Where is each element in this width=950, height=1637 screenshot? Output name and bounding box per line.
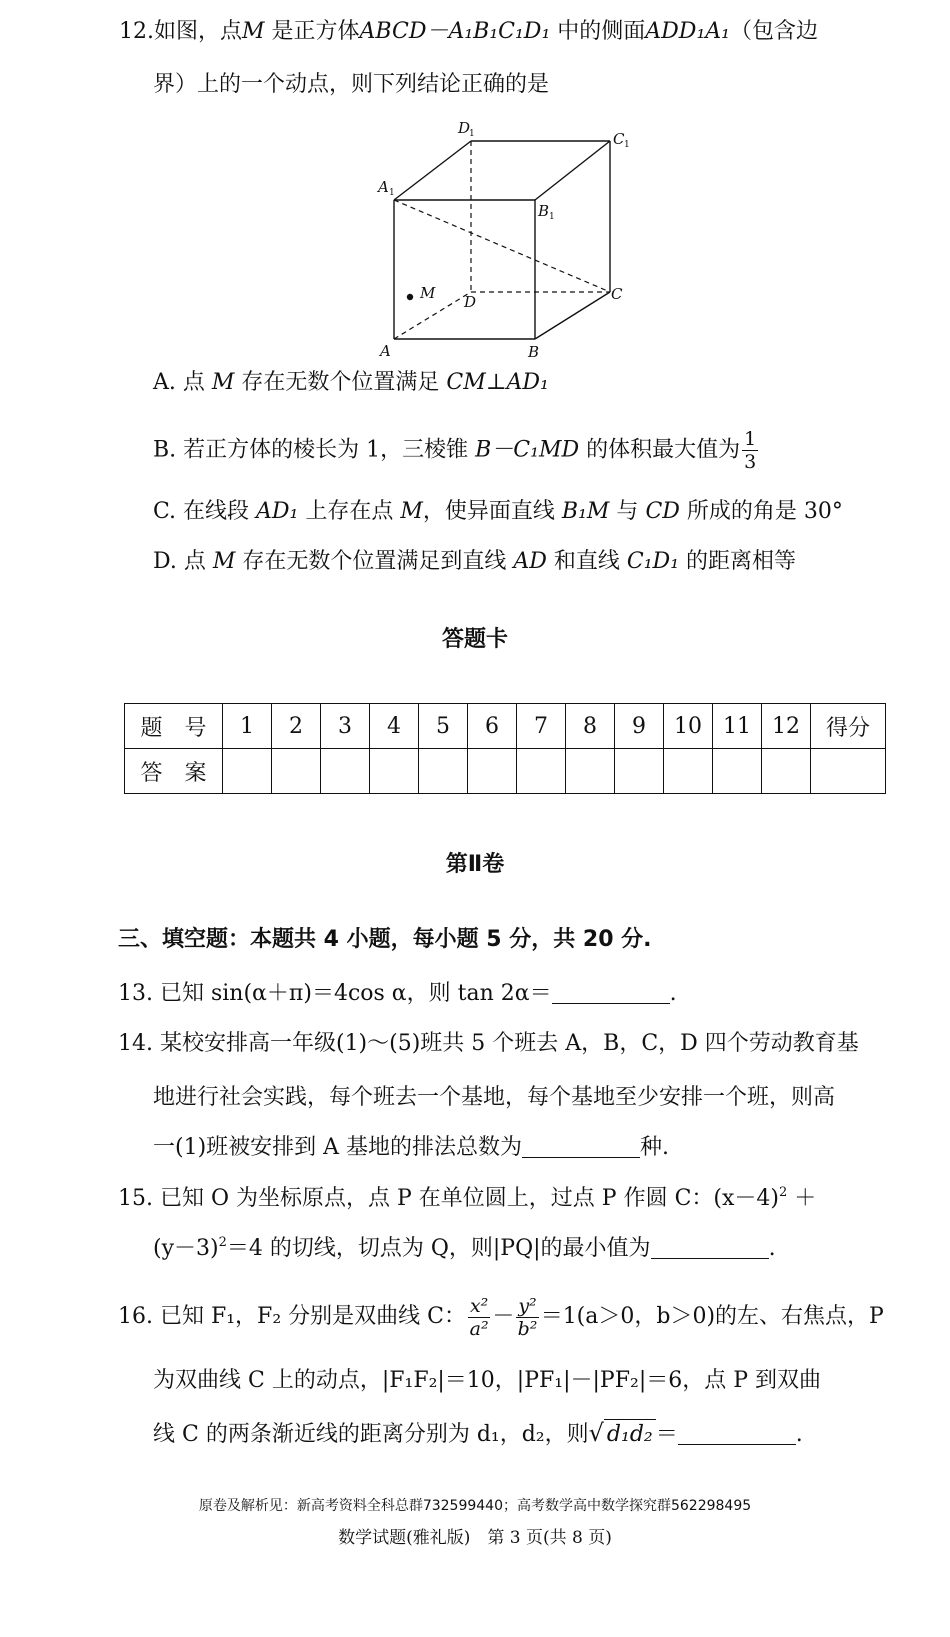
- q16-line2: 为双曲线 C 上的动点，|F₁F₂|＝10，|PF₁|－|PF₂|＝6，点 P 到双曲: [153, 1368, 822, 1393]
- label-d: D: [464, 293, 477, 311]
- answer-cell[interactable]: [762, 749, 811, 794]
- q15-line1: [118, 1184, 816, 1214]
- q12-text-b: 是正方体: [264, 19, 360, 44]
- q12-cube: ABCD－A₁B₁C₁D₁: [359, 19, 551, 44]
- answer-cell[interactable]: [419, 749, 468, 794]
- answer-card-title: 答题卡: [441, 627, 508, 652]
- label-c1: C: [613, 130, 625, 148]
- label-a1-sub: 1: [389, 188, 395, 198]
- label-b1: B: [538, 202, 550, 220]
- row-header-number: 题 号: [125, 704, 223, 749]
- row-header-answer: 答 案: [125, 749, 223, 794]
- q16-sqrt: d₁d₂: [604, 1419, 656, 1450]
- label-d1: D: [458, 119, 471, 137]
- q12-option-c: [153, 497, 843, 527]
- q13-text: 13. 已知 sin(α＋π)＝4cos α，则 tan 2α＝: [118, 981, 552, 1006]
- opt-d-mid: 存在无数个位置满足到直线: [235, 549, 514, 574]
- q16-line3: [153, 1418, 803, 1450]
- answer-cell[interactable]: [321, 749, 370, 794]
- q14-answer-blank[interactable]: [522, 1133, 640, 1158]
- edge-b1c1: [535, 141, 610, 200]
- opt-c-mid3: 与: [609, 499, 646, 524]
- q12-option-d: [153, 547, 796, 577]
- opt-a-expr: CM⊥AD₁: [446, 370, 549, 395]
- q15-text: 15. 已知 O 为坐标原点，点 P 在单位圆上，过点 P 作圆 C：(x－4): [118, 1186, 779, 1211]
- q15-end: ＋: [787, 1186, 817, 1211]
- section-2-title: 第Ⅱ卷: [445, 852, 505, 877]
- opt-b-num: 1: [744, 428, 757, 450]
- q15-answer-blank[interactable]: [651, 1234, 769, 1259]
- q12-option-a: [153, 368, 549, 398]
- q12-face: ADD₁A₁: [645, 19, 730, 44]
- answer-card-row-numbers: [125, 704, 886, 749]
- q15-mid: ＝4 的切线，切点为 Q，则|PQ|的最小值为: [226, 1236, 651, 1261]
- q16-line1: [118, 1290, 884, 1344]
- q12-line2: 界）上的一个动点，则下列结论正确的是: [153, 72, 550, 97]
- number-cell: 7: [517, 704, 566, 749]
- q16-minus: －: [492, 1304, 515, 1329]
- label-a: A: [380, 342, 391, 360]
- q13-answer-blank[interactable]: [552, 979, 670, 1004]
- q12-line1: [119, 17, 818, 47]
- number-cell: 6: [468, 704, 517, 749]
- edge-bc: [535, 292, 610, 339]
- answer-cell[interactable]: [272, 749, 321, 794]
- opt-d-end: 的距离相等: [679, 549, 797, 574]
- q15-end2: .: [768, 1236, 776, 1261]
- q16-x2: x²: [469, 1294, 489, 1317]
- number-cell: 4: [370, 704, 419, 749]
- opt-a-m: M: [211, 370, 235, 395]
- label-b: B: [528, 343, 540, 361]
- q16-y2: y²: [518, 1294, 537, 1317]
- cube-figure: [360, 112, 650, 367]
- number-cell: 2: [272, 704, 321, 749]
- q16-text3: 线 C 的两条渐近线的距离分别为 d₁，d₂，则: [153, 1422, 589, 1447]
- q12-text-c: 中的侧面: [550, 19, 646, 44]
- q16-frac-x: [468, 1295, 490, 1340]
- opt-b-fraction: [742, 428, 758, 473]
- opt-d-ad: AD: [513, 549, 547, 574]
- q14-end: 种.: [640, 1135, 670, 1160]
- point-m: [407, 294, 413, 300]
- q16-a2: a²: [469, 1317, 489, 1340]
- opt-b-text: B. 若正方体的棱长为 1，三棱锥: [153, 437, 476, 463]
- opt-b-expr: B－C₁MD: [475, 437, 580, 463]
- answer-cell[interactable]: [664, 749, 713, 794]
- q16-end: ＝1(a＞0，b＞0)的左、右焦点，P: [540, 1304, 884, 1329]
- opt-b-mid: 的体积最大值为: [579, 437, 741, 463]
- q16-text: 16. 已知 F₁，F₂ 分别是双曲线 C：: [118, 1304, 466, 1329]
- label-b1-sub: 1: [549, 212, 555, 222]
- q15-line2: [153, 1234, 776, 1264]
- q14-line2: 地进行社会实践，每个班去一个基地，每个基地至少安排一个班，则高: [153, 1085, 836, 1110]
- section-3-header: 三、填空题：本题共 4 小题，每小题 5 分，共 20 分.: [118, 927, 652, 952]
- number-cell: 9: [615, 704, 664, 749]
- label-a1: A: [378, 178, 389, 196]
- number-cell: 11: [713, 704, 762, 749]
- opt-c-ad1: AD₁: [256, 499, 299, 524]
- opt-c-mid2: ，使异面直线: [422, 499, 562, 524]
- q12-option-b: [153, 428, 760, 472]
- q15-sup2: 2: [218, 1235, 227, 1250]
- q15-sup: 2: [778, 1185, 788, 1200]
- opt-c-cd: CD: [645, 499, 680, 524]
- diag-a1c-hidden: [394, 200, 610, 292]
- opt-d-c1d1: C₁D₁: [626, 549, 680, 574]
- opt-c-mid1: 上存在点: [298, 499, 401, 524]
- label-d1-sub: 1: [469, 129, 475, 139]
- q13: [118, 979, 677, 1009]
- q14-line3: [153, 1133, 669, 1163]
- label-c1-sub: 1: [624, 140, 630, 150]
- footer-page: 数学试题(雅礼版) 第 3 页(共 8 页): [338, 1528, 612, 1548]
- sqrt-sign: √: [588, 1419, 604, 1447]
- answer-cell[interactable]: [566, 749, 615, 794]
- opt-c-b1m: B₁M: [561, 499, 610, 524]
- opt-d-m: M: [212, 549, 236, 574]
- answer-cell[interactable]: [713, 749, 762, 794]
- answer-cell[interactable]: [517, 749, 566, 794]
- number-cell: 10: [664, 704, 713, 749]
- score-cell[interactable]: [811, 749, 886, 794]
- q12-m: M: [242, 19, 265, 44]
- opt-b-den: 3: [744, 451, 757, 473]
- number-cell: 12: [762, 704, 811, 749]
- number-cell: 3: [321, 704, 370, 749]
- number-cell: 8: [566, 704, 615, 749]
- q14-text: 一(1)班被安排到 A 基地的排法总数为: [153, 1135, 523, 1160]
- opt-a-mid: 存在无数个位置满足: [234, 370, 447, 395]
- q16-frac-y: [516, 1295, 538, 1340]
- number-cell: 1: [223, 704, 272, 749]
- opt-c-text: C. 在线段: [153, 499, 257, 524]
- label-m: M: [420, 284, 436, 302]
- q16-answer-blank[interactable]: [678, 1420, 796, 1445]
- footer-source: 原卷及解析见：新高考资料全科总群732599440；高考数学高中数学探究群562298495: [198, 1498, 752, 1514]
- opt-c-m: M: [400, 499, 423, 524]
- label-c: C: [611, 285, 623, 303]
- edge-a1d1: [394, 141, 471, 200]
- opt-a-text: A. 点: [153, 370, 212, 395]
- answer-cell[interactable]: [468, 749, 517, 794]
- score-header: 得分: [811, 704, 886, 749]
- q15-text2: (y－3): [153, 1236, 219, 1261]
- q14-line1: 14. 某校安排高一年级(1)～(5)班共 5 个班去 A，B，C，D 四个劳动教育基: [118, 1031, 859, 1056]
- opt-d-text: D. 点: [153, 549, 213, 574]
- opt-c-end: 所成的角是 30°: [679, 499, 843, 524]
- answer-card-row-answers: [125, 749, 886, 794]
- q12-text-a: 12.如图，点: [119, 19, 242, 44]
- answer-card-table: [124, 703, 886, 794]
- answer-cell[interactable]: [223, 749, 272, 794]
- q16-eq: ＝: [655, 1422, 678, 1447]
- q13-end: .: [669, 981, 677, 1006]
- answer-cell[interactable]: [370, 749, 419, 794]
- number-cell: 5: [419, 704, 468, 749]
- q12-text-d: （包含边: [729, 19, 818, 44]
- q16-b2: b²: [517, 1317, 538, 1340]
- answer-cell[interactable]: [615, 749, 664, 794]
- opt-d-mid2: 和直线: [546, 549, 627, 574]
- q16-end3: .: [795, 1422, 803, 1447]
